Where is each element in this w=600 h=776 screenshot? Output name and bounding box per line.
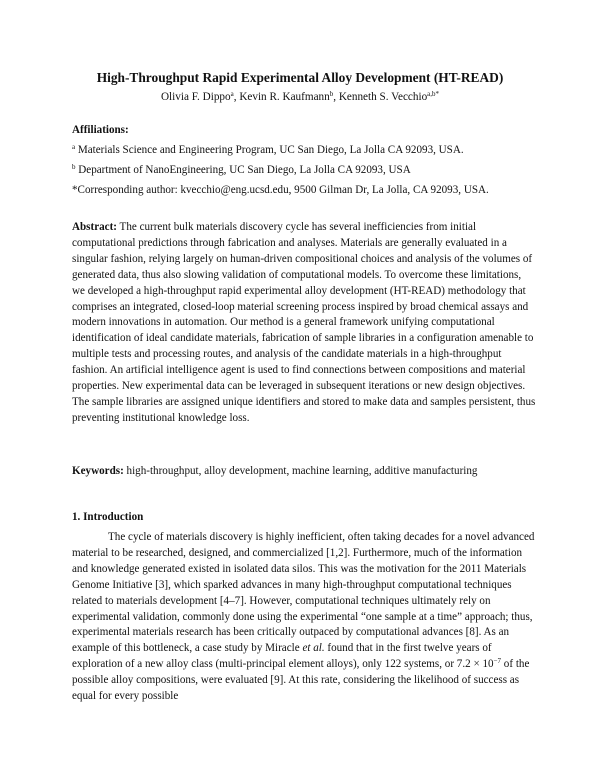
abstract-text: The current bulk materials discovery cycle has several inefficiencies from initial computational predictions through fabrication and analyses. Materials are generally evaluated in a singular fashion, relying largely on human-driven compositional choices and analysis of the volumes of generated data, thus also slowing validation of computational models. To overcome these limitations, we developed a high-throughput rapid experimental alloy development (HT-READ) methodology that comprises an integrated, closed-loop material screening process inspired by broad chemical assays and modern innovations in automation. Our method is a general framework unifying computational identification of ideal candidate materials, fabrication of sample libraries in a configuration amenable to multiple tests and processing routes, and analysis of the candidate materials in a high-throughput fashion. An artificial intelligence agent is used to find connections between compositions and material properties. New experimental data can be leveraged in subsequent iterations or new design objectives. The sample libraries are assigned unique identifiers and stored to make data and samples persistent, thus preventing institutional knowledge loss. xyxy=(72,221,536,424)
keywords xyxy=(72,464,536,480)
author-name: Kenneth S. Vecchio xyxy=(338,91,428,103)
author-separator: , xyxy=(233,91,240,103)
affiliation-text: Department of NanoEngineering, UC San Diego, La Jolla CA 92093, USA xyxy=(75,164,411,176)
paper-title: High-Throughput Rapid Experimental Alloy Development (HT-READ) xyxy=(96,70,504,85)
author-superscript: b xyxy=(329,90,334,98)
keywords-text: high-throughput, alloy development, machine learning, additive manufacturing xyxy=(123,465,478,477)
affiliation-marker: a xyxy=(72,143,76,151)
author-superscript: a,b* xyxy=(427,90,440,98)
introduction-paragraph xyxy=(72,530,536,705)
intro-text-2: found that in the first twelve years of exploration of a new alloy class (multi-principal element alloys), only 122 systems, or 7.2 × 10 xyxy=(72,642,494,671)
affiliation-text: Materials Science and Engineering Program, UC San Diego, La Jolla CA 92093, USA. xyxy=(75,144,464,156)
section-heading-introduction: 1. Introduction xyxy=(72,511,144,523)
author-separator: , xyxy=(333,91,339,103)
affiliation-a xyxy=(72,143,536,159)
intro-etal: et al. xyxy=(302,642,325,655)
affiliation-marker: b xyxy=(72,163,76,171)
intro-text-3: of the possible alloy compositions, were evaluated [9]. At this rate, considering the likelihood of success as equal for every possible xyxy=(72,658,530,703)
author-superscript: a xyxy=(230,90,234,98)
affiliation-b xyxy=(72,163,536,179)
author-name: Kevin R. Kaufmann xyxy=(239,91,330,103)
affiliations-heading: Affiliations: xyxy=(72,124,129,136)
intro-exponent: −7 xyxy=(493,657,502,666)
intro-text-1: The cycle of materials discovery is highly inefficient, often taking decades for a novel advanced material to be researched, designed, and commercialized [1,2]. Furthermore, much of the information and knowledge generated existed in isolated data silos. This was the motivation for the 2011 Materials Genome Initiative [3], which sparked advances in many high-throughput computational techniques related to materials development [4–7]. However, computational techniques ultimately rely on experimental validation, commonly done using the experimental “one sample at a time” approach; thus, experimental materials research has been critically outpaced by computational advances [8]. As an example of this bottleneck, a case study by Miracle xyxy=(72,531,535,655)
abstract-label: Abstract: xyxy=(72,221,117,233)
author-list xyxy=(0,91,600,103)
keywords-label: Keywords: xyxy=(72,465,124,477)
corresponding-author: *Corresponding author: kvecchio@eng.ucsd.edu, 9500 Gilman Dr, La Jolla, CA 92093, USA. xyxy=(72,184,489,196)
abstract xyxy=(72,220,536,427)
author-name: Olivia F. Dippo xyxy=(160,91,231,103)
